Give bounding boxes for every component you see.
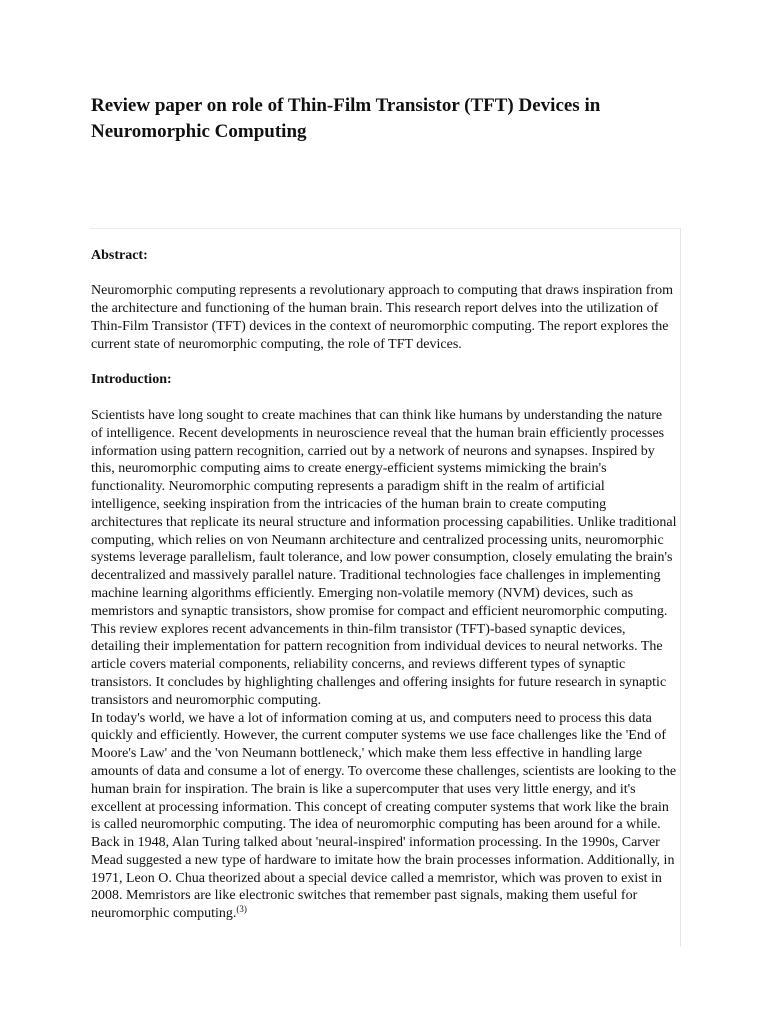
spacer bbox=[91, 265, 677, 283]
abstract-heading: Abstract: bbox=[91, 247, 148, 263]
spacer bbox=[91, 354, 677, 372]
document-body bbox=[91, 229, 677, 923]
introduction-paragraph-2-text: In today's world, we have a lot of information coming at us, and computers need to process this data quickly and efficiently. However, the current computer systems we use face challenges like the 'End of Moore's Law' and the 'von Neumann bottleneck,' which make them less effective in handling large amounts of data and consume a lot of energy. To overcome these challenges, scientists are looking to the human brain for inspiration. The brain is like a supercomputer that uses very little energy, and it's excellent at processing information. This concept of creating computer systems that work like the brain is called neuromorphic computing. The idea of neuromorphic computing has been around for a while. Back in 1948, Alan Turing talked about 'neural-inspired' information processing. In the 1990s, Carver Mead suggested a new type of hardware to imitate how the brain processes information. Additionally, in 1971, Leon O. Chua theorized about a special device called a memristor, which was proven to exist in 2008. Memristors are like electronic switches that remember past signals, making them useful for neuromorphic computing. bbox=[91, 710, 677, 922]
abstract-paragraph: Neuromorphic computing represents a revolutionary approach to computing that draws inspiration from the architecture and functioning of the human brain. This research report delves into the utilization of Thin-Film Transistor (TFT) devices in the context of neuromorphic computing. The report explores the current state of neuromorphic computing, the role of TFT devices. bbox=[91, 283, 674, 352]
introduction-heading: Introduction: bbox=[91, 372, 172, 388]
spacer bbox=[91, 229, 677, 247]
introduction-paragraph-2 bbox=[91, 710, 677, 924]
content-frame-right-border bbox=[680, 228, 681, 946]
spacer bbox=[91, 389, 677, 407]
document-title: Review paper on role of Thin-Film Transistor (TFT) Devices in Neuromorphic Computing bbox=[91, 95, 601, 142]
citation-marker: (3) bbox=[236, 904, 247, 915]
introduction-paragraph-1: Scientists have long sought to create machines that can think like humans by understanding the nature of intelligence. Recent developments in neuroscience reveal that the human brain efficiently processes information using pattern recognition, carried out by a network of neurons and synapses. Inspired by this, neuromorphic computing aims to create energy-efficient systems mimicking the brain's functionality. Neuromorphic computing represents a paradigm shift in the realm of artificial intelligence, seeking inspiration from the intricacies of the human brain to create computing architectures that replicate its neural structure and information processing capabilities. Unlike traditional computing, which relies on von Neumann architecture and centralized processing units, neuromorphic systems leverage parallelism, fault tolerance, and low power consumption, closely emulating the brain's decentralized and massively parallel nature. Traditional technologies face challenges in implementing machine learning algorithms efficiently. Emerging non-volatile memory (NVM) devices, such as memristors and synaptic transistors, show promise for compact and efficient neuromorphic computing. This review explores recent advancements in thin-film transistor (TFT)-based synaptic devices, detailing their implementation for pattern recognition from individual devices to neural networks. The article covers material components, reliability concerns, and reviews different types of synaptic transistors. It concludes by highlighting challenges and offering insights for future research in synaptic transistors and neuromorphic computing. bbox=[91, 407, 677, 708]
